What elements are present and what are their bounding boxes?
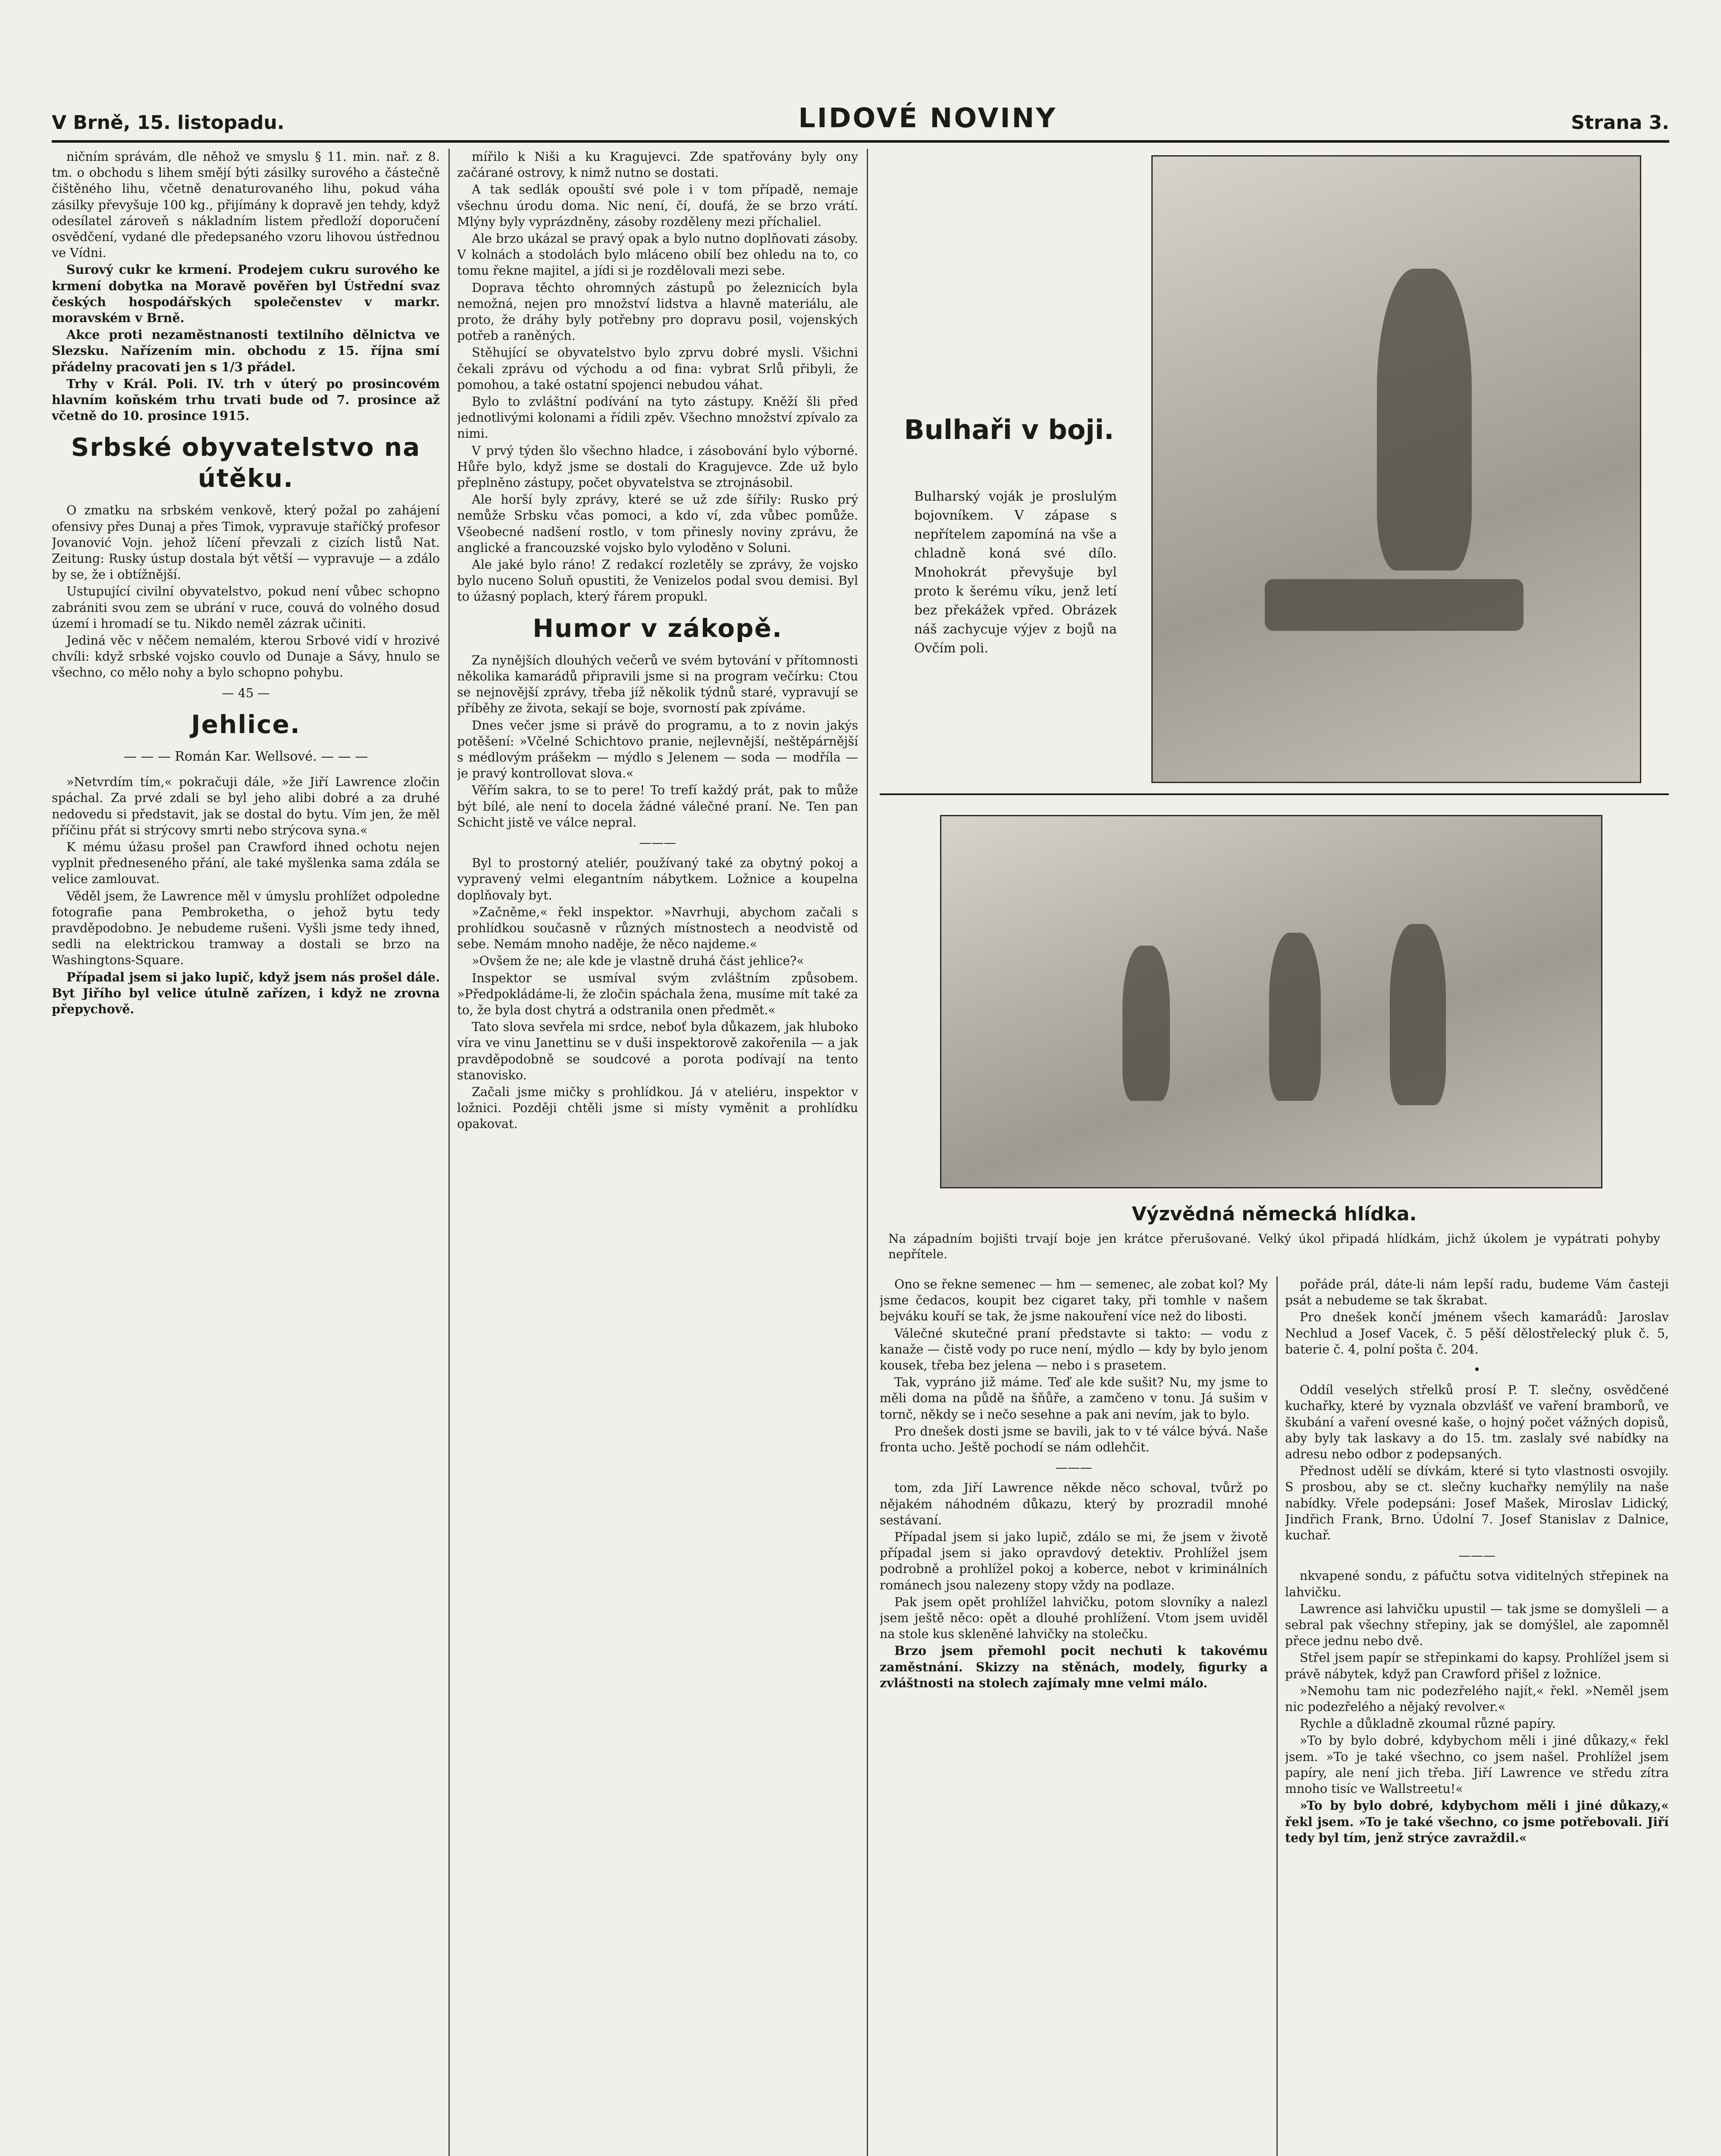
humor-paragraph: Věřím sakra, to se to pere! To trefí každý prát, pak to může být bílé, ale není to docela žádné válečné praní. Ne. Ten pan Schicht jistě ve válce nepral.: [457, 783, 858, 830]
jehlice-continued-paragraph: Pak jsem opět prohlížel lahvičku, potom slovníky a nalezl jsem ještě něco: opět a dlouhé prohlížení. Vtom jsem uviděl na stole kus skleněné lahvičky na stolečku.: [880, 1595, 1268, 1642]
bulgarians-title: Bulhaři v boji.: [904, 414, 1114, 445]
serbs-paragraph: Ustupující civilní obyvatelstvo, pokud není vůbec schopno zabrániti svou zem se ubrání v ruce, couvá do volného dosud území i hromadí se tu. Nikdo neměl zázrak učiniti.: [52, 584, 440, 631]
humor-paragraph: Za nynějších dlouhých večerů ve svém bytování v přítomnosti několika kamarádů připravili jsme si na program večírku: Ctou se nejnovější zprávy, třeba jíž několik týdnů staré, vypravují se příběhy ze života, sekají se boje, svorností pak zpíváme.: [457, 653, 858, 716]
serbs-paragraph: Jediná věc v něčem nemalém, kterou Srbové vidí v hrozivé chvíli: když srbské vojsko couvlo od Dunaje a Sávy, hnulo se všechno, co mělo nohy a bylo schopno pohybu.: [52, 633, 440, 680]
jehlice-continued-paragraph: »To by bylo dobré, kdybychom měli i jiné důkazy,« řekl jsem. »To je také všechno, co jsme potřebovali. Jiří tedy byl tím, jenž strýce zavraždil.«: [1285, 1798, 1669, 1845]
paper-name: LIDOVÉ NOVINY: [798, 102, 1057, 134]
soldier-figure: [1390, 924, 1446, 1105]
jehlice-continued-paragraph: Inspektor se usmíval svým zvláštním způsobem. »Předpokládáme-li, že zločin spáchala žena, musíme mít také za to, že byla dost chytrá a odstranila onen předmět.«: [457, 971, 858, 1017]
jehlice-continued-paragraph: Brzo jsem přemohl pocit nechuti k takovému zaměstnání. Skizzy na stěnách, modely, figurky a zvláštnosti na stolech zajímaly mne velmi málo.: [880, 1643, 1268, 1690]
letter-paragraph: Přednost udělí se dívkám, které si tyto vlastnosti osvojily. S prosbou, aby se ct. slečny kuchařky nemýlily na naše nabídky. Vřele podepsáni: Josef Mašek, Miroslav Lidický, Jindřich Frank, Brno. Údolní 7. Josef Stanislav z Dalnice, kuchař.: [1285, 1464, 1669, 1543]
place-date: V Brně, 15. listopadu.: [52, 112, 285, 134]
serbs-continued-paragraph: Bylo to zvláštní podívání na tyto zástupy. Kněží šli před jednotlivými kolonami a řídili zpěv. Všechno množství zpívalo za nimi.: [457, 395, 858, 441]
letter-paragraph: Oddíl veselých střelků prosí P. T. slečny, osvědčené kuchařky, které by vyznala obzvlášť ve vaření bramborů, ve škubání a vaření ovesné kaše, o hojný počet vážných dopisů, aby byly tak laskavy a do 15. tm. zaslaly své nabídky na adresu nebo odbor z podepsaných.: [1285, 1383, 1669, 1462]
humor-paragraph: Pro dnešek dosti jsme se bavili, jak to v té válce bývá. Naše fronta ucho. Ještě pochodí se nám odlehčit.: [880, 1424, 1268, 1455]
jehlice-paragraph: K mému úžasu prošel pan Crawford ihned ochotu nejen vyplnit předneseného přání, ale také myšlenka sama zdála se velice zamlouvat.: [52, 840, 440, 887]
jehlice-paragraph: Věděl jsem, že Lawrence měl v úmyslu prohlížet odpoledne fotografie pana Pembroketha, o jehož bytu tedy pravděpodobno. Je nebudeme rušeni. Vyšli jsme tedy ihned, sedli na elektrickou tramway a dostali se brzo na Washingtons-Square.: [52, 889, 440, 968]
masthead-rule: [52, 140, 1669, 143]
patrol-photo-title: Výzvědná německá hlídka.: [1132, 1203, 1417, 1225]
bulgarians-text: Bulharský voják je proslulým bojovníkem. V zápase s nepřítelem zapomíná na vše a chladně koná své dílo. Mnohokrát převyšuje byl proto k šerému víku, jenž letí bez překážek vpřed. Obrázek náš zachycuje výjev z bojů na Ovčím poli.: [914, 489, 1117, 656]
jehlice-continued-paragraph: »Ovšem že ne; ale kde je vlastně druhá část jehlice?«: [472, 954, 804, 968]
jehlice-continued-paragraph: Byl to prostorný ateliér, používaný také za obytný pokoj a vypravený velmi elegantním nábytkem. Ložnice a koupelna doplňovaly byt.: [457, 856, 858, 903]
intro-paragraph: Akce proti nezaměstnanosti textilního dělnictva ve Slezsku. Nařízením min. obchodu z 15. října smí přádelny pracovati jen s 1/3 přádel.: [52, 327, 440, 374]
bullet-separator: •: [1473, 1363, 1481, 1377]
jehlice-continued-paragraph: »To by bylo dobré, kdybychom měli i jiné důkazy,« řekl jsem. »To je také všechno, co jsem našel. Prohlížel jsem papíry, ale není jich třeba. Jiří Lawrence ve středu zítra mnoho tisíc ve Wallstreetu!«: [1285, 1733, 1669, 1796]
jehlice-continued-paragraph: Případal jsem si jako lupič, zdálo se mi, že jsem v životě případal jsem si jako opravdový detektiv. Prohlížel jsem podrobně a prohlížel pokoj a koberce, nebot v kriminálních románech jsou nalezeny stopy vždy na podlaze.: [880, 1530, 1268, 1592]
jehlice-paragraph: »Netvrdím tím,« pokračuji dále, »že Jiří Lawrence zločin spáchal. Za prvé zdali se byl jeho alibi dobré a za druhé nedovedu si představit, jak se dostal do bytu. Vím jen, že měl příčinu přát si strýcovy smrti nebo strýcova syna.«: [52, 775, 440, 837]
letter-paragraph: Pro dnešek končí jménem všech kamarádů: Jaroslav Nechlud a Josef Vacek, č. 5 pěší dělostřelecký pluk č. 5, baterie č. 4, polní pošta č. 204.: [1285, 1310, 1669, 1357]
jehlice-continued-paragraph: tom, zda Jiří Lawrence někde něco schoval, tvůrž po nějakém náhodném důkazu, který by prozradil mnohé sestávaní.: [880, 1481, 1268, 1527]
serbs-footer-mark: — 45 —: [222, 686, 270, 700]
intro-paragraph: ničním správám, dle něhož ve smyslu § 11. min. nař. z 8. tm. o obchodu s lihem smějí býti zásilky surového a částečně čištěného lihu, včetně denaturovaného lihu, pokud váha zásilky převyšuje 100 kg., přijímány k dopravě jen tehdy, když odesílatel zároveň s nákladním listem předloží doporučení osvědčení, vydané dle předepsaného vzoru lihovou ústřednou ve Vídni.: [52, 150, 440, 260]
section-rule: [880, 793, 1669, 795]
intro-paragraph: Trhy v Král. Poli. IV. trh v úterý po prosincovém hlavním koňském trhu trvati bude od 7. prosince až včetně do 10. prosince 1915.: [52, 376, 440, 423]
serbs-headline: Srbské obyvatelstvo na útěku.: [71, 432, 421, 493]
letter-paragraph: pořáde prál, dáte-li nám lepší radu, budeme Vám časteji psát a nebudeme se tak škrabat.: [1285, 1277, 1669, 1308]
intro-paragraph: Surový cukr ke krmení. Prodejem cukru surového ke krmení dobytka na Moravě pověřen byl Ústřední svaz českých hospodářských společenstev v markr. moravském v Brně.: [52, 262, 440, 326]
serbs-continued-paragraph: V prvý týden šlo všechno hladce, i zásobování bylo výborné. Hůře bylo, když jsme se dostali do Kragujevce. Zde už bylo přeplněno zástupy, počet obyvatelstva se ztrojnásobil.: [457, 443, 858, 490]
serbs-continued-paragraph: Doprava těchto ohromných zástupů po železnicích byla nemožná, nejen pro množství lidstva a hlavně materiálu, ale proto, že dráhy byly potřebny pro dopravu posil, vojenských potřeb a raněných.: [457, 280, 858, 343]
jehlice-continued-paragraph: »Nemohu tam nic podezřelého najít,« řekl. »Neměl jsem nic podezřelého a nějaký revolver.«: [1285, 1683, 1669, 1714]
jehlice-continued-paragraph: Začali jsme mičky s prohlídkou. Já v ateliéru, inspektor v ložnici. Později chtěli jsme si místy vyměnit a prohlídku opakovat.: [457, 1084, 858, 1131]
column-divider: [867, 149, 868, 2156]
jehlice-continued-paragraph: nkvapené sondu, z páfučtu sotva viditelných střepinek na lahvičku.: [1285, 1569, 1669, 1599]
humor-paragraph: Válečné skutečné praní představte si takto: — vodu z kanaže — čistě vody po ruce není, mýdlo — kdy by bylo jenom kousek, třeba bez jelena — nebo i s prasetem.: [880, 1326, 1268, 1373]
column-3: [880, 1276, 1268, 2156]
serbs-continued-paragraph: Ale horší byly zprávy, které se už zde šířily: Rusko prý nemůže Srbsku včas pomoci, a kdo ví, zda vůbec pomůže. Všeobecné nadšení rostlo, v tom přinesly noviny zprávu, že anglické a francouzské vojsko bylo vyloděno v Soluni.: [457, 492, 858, 555]
column-1: [52, 149, 440, 2156]
humor-paragraph: Dnes večer jsme si právě do programu, a to z novin jakýs potěšení: »Včelné Schichtovo pranie, nejlevnější, neštěpárnější s médlovým prášekm — mýdlo s Jelenem — soda — modříla — je pravý kontrollovat slova.«: [457, 718, 858, 781]
page-number: Strana 3.: [1571, 112, 1669, 134]
soldier-figure: [1377, 269, 1472, 570]
masthead: [52, 99, 1669, 134]
ground-shape: [1265, 579, 1524, 631]
jehlice-continued-paragraph: Lawrence asi lahvičku upustil — tak jsme se domyšleli — a sebral pak všechny střepiny, jak se domýšlel, ale zapomněl přece jednu nebo dvě.: [1285, 1601, 1669, 1648]
jehlice-continued-paragraph: Tato slova sevřela mi srdce, neboť byla důkazem, jak hluboko víra ve vinu Janettinu se v duši inspektorově zakořenila — a jak pravděpodobně se soudcové a porota podívají na tento stanovisko.: [457, 1020, 858, 1082]
serbs-paragraph: O zmatku na srbském venkově, který požal po zahájení ofensivy přes Dunaj a přes Timok, vypravuje staříčký profesor Jovanović Vojn. jehož líčení převzali z cizích listů Nat. Zeitung: Rusky ústup dostala být větší — vypravuje — a zdálo by se, že i obtížnější.: [52, 503, 440, 582]
column-divider: [448, 149, 450, 2156]
column-2: [457, 149, 858, 2156]
soldier-figure: [1122, 946, 1170, 1101]
serbs-continued-paragraph: Ale brzo ukázal se pravý opak a bylo nutno doplňovati zásoby. V kolnách a stodolách bylo mlácenо obilí bez ohledu na to, co tomu řekne majitel, a jídi si je rozdělovali mezi sebe.: [457, 232, 858, 278]
serbs-continued-paragraph: Ale jaké bylo ráno! Z redakcí rozletěly se zprávy, že vojsko bylo nucenо Soluň opustiti, že Venizelos podal svou demisi. Byl to úžasný poplach, který řárem propukl.: [457, 558, 858, 604]
column-divider: [1276, 1276, 1278, 2156]
jehlice-paragraph: Případal jsem si jako lupič, když jsem nás prošel dále. Byt Jiřího byl velice útulně zařízen, i když ne zrovna přepychově.: [52, 969, 440, 1016]
soldier-figure: [1269, 933, 1321, 1101]
bulgarian-soldier-photo: [1151, 155, 1641, 783]
serbs-continued-paragraph: mířilo k Niši a ku Kragujevci. Zde spatřovány byly ony začárané ostrovy, k nimž nutno se dostati.: [457, 150, 858, 180]
patrol-photo-caption: Na západním bojišti trvají boje jen krátce přerušované. Velký úkol připadá hlídkám, jichž úkolem je vypátrati pohyby nepřítele.: [888, 1232, 1660, 1261]
humor-headline: Humor v zákopě.: [533, 613, 783, 643]
separator: ———: [1458, 1548, 1495, 1563]
jehlice-byline: — — — Román Kar. Wellsové. — — —: [123, 749, 368, 764]
column-4: [1285, 1276, 1669, 2156]
humor-paragraph: Tak, vypráno již máme. Teď ale kde sušit? Nu, my jsme to měli doma na půdě na šňůře, a zamčeno v tonu. Já sušim v tornč, někdy se i nečo sesehne a pak ani nevím, jak to bylo.: [880, 1375, 1268, 1422]
jehlice-continued-paragraph: »Začněme,« řekl inspektor. »Navrhuji, abychom začali s prohlídkou současně v různých místnostech a neodvistě od sebe. Nemám mnoho naděje, že něco najdeme.«: [457, 905, 858, 952]
serbs-continued-paragraph: A tak sedlák opouští své pole i v tom případě, nemaje všechnu úrodu doma. Nic není, čí, doufá, že se brzo vrátí. Mlýny byly vyprázdněny, zásoby rozděleny mezi příchaliel.: [457, 182, 858, 229]
jehlice-headline: Jehlice.: [191, 709, 301, 739]
humor-paragraph: Ono se řekne semenec — hm — semenec, ale zobat kol? My jsme čedacos, koupit bez cigaret taky, při tomhle v našem bejváku kouří se tak, že jsme nakouření více než do libosti.: [880, 1277, 1268, 1324]
separator: ———: [1055, 1460, 1092, 1475]
serbs-continued-paragraph: Stěhující se obyvatelstvo bylo zprvu dobré mysli. Všichni čekali zprávu od východu a od fina: vybrat Srlů přibyli, že pomohou, a také ostatní spojenci nebudou váhat.: [457, 345, 858, 392]
jehlice-continued-paragraph: Střel jsem papír se střepinkami do kapsy. Prohlížel jsem si právě nábytek, když pan Crawford přišel z ložnice.: [1285, 1651, 1669, 1681]
jehlice-continued-paragraph: Rychle a důkladně zkoumal různé papíry.: [1300, 1717, 1556, 1731]
patrol-photo: [940, 815, 1602, 1188]
separator: ———: [639, 835, 676, 850]
